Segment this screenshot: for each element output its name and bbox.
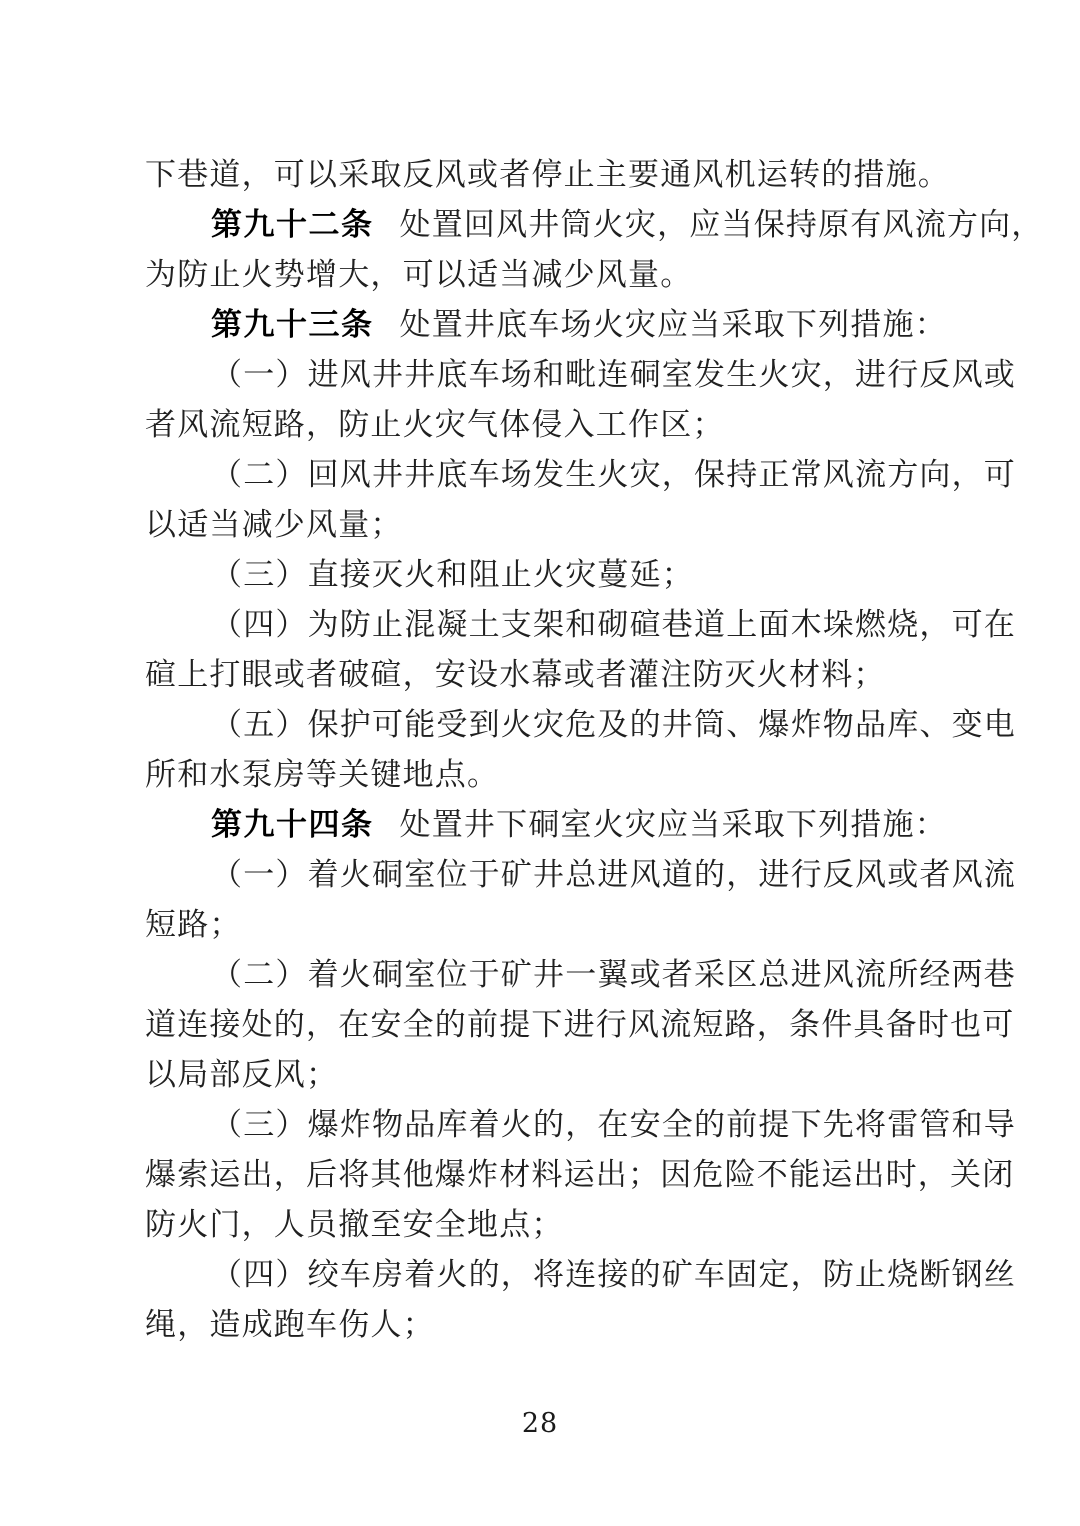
body-line <box>145 1150 1015 1200</box>
body-line-text: 为防止火势增大，可以适当减少风量。 <box>145 257 693 293</box>
article-number: 第九十二条 <box>211 207 374 243</box>
body-line-text: （四）为防止混凝土支架和砌碹巷道上面木垛燃烧，可在 <box>211 607 1016 643</box>
body-line-text: 爆索运出，后将其他爆炸材料运出；因危险不能运出时，关闭 <box>145 1157 1015 1193</box>
body-line <box>145 1250 1016 1300</box>
body-line <box>145 1300 940 1350</box>
body-line-text: （二）回风井井底车场发生火灾，保持正常风流方向，可 <box>211 457 1016 493</box>
body-line <box>145 350 1016 400</box>
body-line <box>145 1000 1015 1050</box>
body-line <box>145 1200 940 1250</box>
article-heading-line <box>145 300 947 350</box>
body-line-text: （三）直接灭火和阻止火灾蔓延； <box>211 557 694 593</box>
body-line <box>145 250 940 300</box>
body-line-text: 防火门，人员撤至安全地点； <box>145 1207 564 1243</box>
body-line <box>145 400 940 450</box>
body-line <box>145 500 940 550</box>
body-line-text: 绳，造成跑车伤人； <box>145 1307 435 1343</box>
body-line-text: 以适当减少风量； <box>145 507 403 543</box>
article-heading-text: 处置井下硐室火灾应当采取下列措施： <box>399 807 947 843</box>
article-heading-text: 处置回风井筒火灾，应当保持原有风流方向， <box>399 207 1044 243</box>
body-line <box>145 700 1016 750</box>
body-line <box>145 1050 940 1100</box>
article-number: 第九十四条 <box>211 807 374 843</box>
body-line-text: 短路； <box>145 907 242 943</box>
body-line <box>145 950 1016 1000</box>
body-line-text: 道连接处的，在安全的前提下进行风流短路，条件具备时也可 <box>145 1007 1015 1043</box>
article-number: 第九十三条 <box>211 307 374 343</box>
body-line-text: 以局部反风； <box>145 1057 339 1093</box>
body-line-text: （一）进风井井底车场和毗连硐室发生火灾，进行反风或 <box>211 357 1016 393</box>
body-line-text: 碹上打眼或者破碹，安设水幕或者灌注防灭火材料； <box>145 657 886 693</box>
body-line <box>145 600 1016 650</box>
body-line-text: （五）保护可能受到火灾危及的井筒、爆炸物品库、变电 <box>211 707 1016 743</box>
body-line-text: （一）着火硐室位于矿井总进风道的，进行反风或者风流 <box>211 857 1016 893</box>
body-line <box>145 750 940 800</box>
body-line-text: （三）爆炸物品库着火的，在安全的前提下先将雷管和导 <box>211 1107 1016 1143</box>
article-heading-line <box>145 200 1044 250</box>
body-line <box>145 150 950 200</box>
body-line <box>145 1100 1016 1150</box>
body-line-text: （四）绞车房着火的，将连接的矿车固定，防止烧断钢丝 <box>211 1257 1016 1293</box>
document-body-text <box>145 150 1044 1350</box>
page-number: 28 <box>521 1408 559 1439</box>
article-heading-text: 处置井底车场火灾应当采取下列措施： <box>399 307 947 343</box>
body-line-text: （二）着火硐室位于矿井一翼或者采区总进风流所经两巷 <box>211 957 1016 993</box>
body-line <box>145 650 940 700</box>
body-line <box>145 450 1016 500</box>
article-heading-line <box>145 800 947 850</box>
body-line <box>145 550 940 600</box>
body-line-text: 者风流短路，防止火灾气体侵入工作区； <box>145 407 725 443</box>
body-line <box>145 850 1016 900</box>
body-line-text: 所和水泵房等关键地点。 <box>145 757 500 793</box>
body-line-text: 下巷道，可以采取反风或者停止主要通风机运转的措施。 <box>145 157 950 193</box>
body-line <box>145 900 940 950</box>
